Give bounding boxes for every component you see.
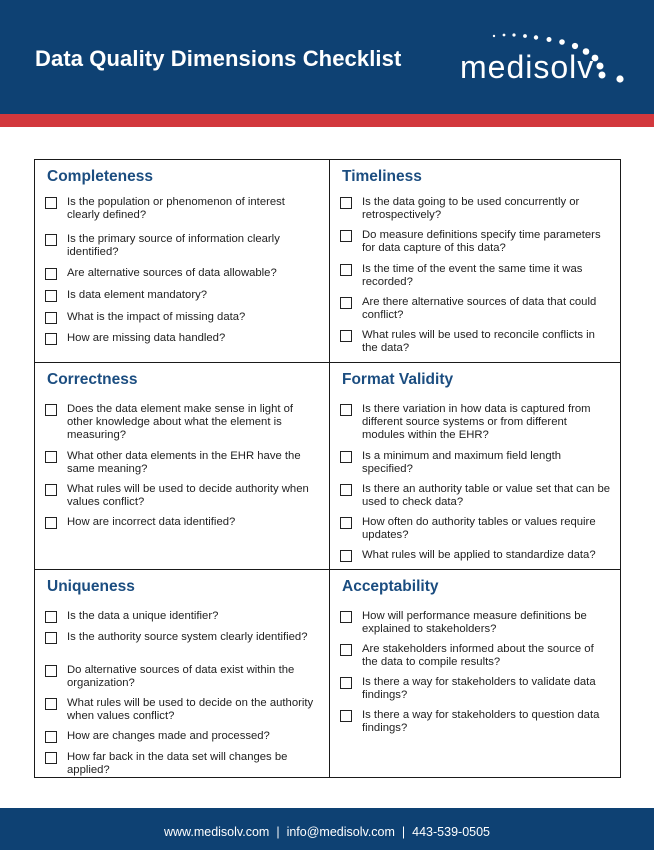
footer-email-link[interactable]: info@medisolv.com: [286, 825, 395, 839]
checklist-item-text: What is the impact of missing data?: [67, 311, 246, 323]
footer-contact: [0, 825, 654, 839]
checklist-item-text: Is there an authority table or value set that can be used to check data?: [362, 483, 611, 508]
section-correctness: [35, 363, 329, 569]
checkbox[interactable]: [45, 312, 57, 324]
checkbox[interactable]: [45, 484, 57, 496]
section-title: Correctness: [47, 371, 138, 388]
section-format-validity: [330, 363, 620, 569]
checkbox[interactable]: [340, 197, 352, 209]
checkbox[interactable]: [45, 451, 57, 463]
section-title: Acceptability: [342, 578, 439, 595]
section-title: Timeliness: [342, 168, 422, 185]
checkbox[interactable]: [340, 710, 352, 722]
checklist-item-text: Do measure definitions specify time parameters for data capture of this data?: [362, 229, 601, 254]
checkbox[interactable]: [45, 611, 57, 623]
logo-wordmark: medisolv: [460, 49, 595, 85]
accent-stripe: [0, 114, 654, 127]
checkbox[interactable]: [45, 752, 57, 764]
section-title: Completeness: [47, 168, 153, 185]
checklist-item-text: Is there a way for stakeholders to question data findings?: [362, 709, 600, 734]
footer-website-link[interactable]: www.medisolv.com: [163, 825, 270, 839]
checklist-item-text: Is the data going to be used concurrently or retrospectively?: [362, 196, 580, 221]
checkbox[interactable]: [340, 297, 352, 309]
checklist-item-text: Is there variation in how data is captured from different source systems or from different modules within the EHR?: [362, 403, 591, 441]
medisolv-logo: [458, 29, 628, 89]
checkbox[interactable]: [45, 268, 57, 280]
section-timeliness: [330, 160, 620, 362]
checkbox[interactable]: [340, 550, 352, 562]
checkbox[interactable]: [340, 644, 352, 656]
checklist-item-text: Is data element mandatory?: [67, 289, 208, 301]
page-title: Data Quality Dimensions Checklist: [35, 46, 402, 71]
checklist-item-text: How are missing data handled?: [67, 332, 226, 344]
checkbox[interactable]: [340, 484, 352, 496]
checklist-item-text: Is the authority source system clearly identified?: [67, 631, 308, 643]
checklist-item-text: How are incorrect data identified?: [67, 516, 236, 528]
checklist-item-text: What rules will be applied to standardize data?: [362, 549, 596, 561]
section-completeness: [35, 160, 329, 362]
checklist-item-text: Is there a way for stakeholders to validate data findings?: [362, 676, 596, 701]
checklist-item-text: What rules will be used to decide on the authority when values conflict?: [67, 697, 314, 722]
checklist-item-text: How are changes made and processed?: [67, 730, 270, 742]
checkbox[interactable]: [340, 611, 352, 623]
checklist-item-text: Is the data a unique identifier?: [67, 610, 219, 622]
footer-separator: |: [276, 825, 280, 839]
checklist-grid: [34, 159, 621, 778]
checkbox[interactable]: [45, 632, 57, 644]
checkbox[interactable]: [45, 290, 57, 302]
footer-phone: 443-539-0505: [412, 825, 491, 839]
checklist-item-text: What rules will be used to reconcile conflicts in the data?: [362, 329, 595, 354]
section-title: Uniqueness: [47, 578, 135, 595]
checklist-item-text: Does the data element make sense in light of other knowledge about what the element is measuring?: [67, 403, 294, 441]
section-title: Format Validity: [342, 371, 454, 388]
checklist-item-text: Do alternative sources of data exist within the organization?: [67, 664, 295, 689]
checkbox[interactable]: [45, 665, 57, 677]
checkbox[interactable]: [45, 404, 57, 416]
checklist-item-text: How will performance measure definitions be explained to stakeholders?: [362, 610, 587, 635]
checklist-item-text: How often do authority tables or values require updates?: [362, 516, 596, 541]
checkbox[interactable]: [340, 264, 352, 276]
footer-separator: |: [401, 825, 406, 839]
checklist-item-text: What rules will be used to decide authority when values conflict?: [67, 483, 309, 508]
checkbox[interactable]: [45, 197, 57, 209]
checklist-item-text: Is the time of the event the same time it was recorded?: [362, 263, 583, 288]
footer-banner: [0, 808, 654, 850]
checklist-item-text: How far back in the data set will changes be applied?: [67, 751, 288, 776]
checklist-item-text: Is the primary source of information clearly identified?: [67, 233, 280, 258]
checklist-item-text: Are stakeholders informed about the source of the data to compile results?: [362, 643, 594, 668]
checkbox[interactable]: [45, 698, 57, 710]
checkbox[interactable]: [340, 230, 352, 242]
checkbox[interactable]: [340, 677, 352, 689]
checklist-item-text: Are alternative sources of data allowable?: [67, 267, 277, 279]
checkbox[interactable]: [340, 517, 352, 529]
checkbox[interactable]: [45, 517, 57, 529]
checklist-item-text: Are there alternative sources of data that could conflict?: [362, 296, 597, 321]
checklist-item-text: What other data elements in the EHR have the same meaning?: [67, 450, 301, 475]
header-banner: [0, 0, 654, 114]
checkbox[interactable]: [45, 234, 57, 246]
checkbox[interactable]: [340, 451, 352, 463]
checkbox[interactable]: [340, 404, 352, 416]
section-uniqueness: [35, 570, 329, 778]
checklist-item-text: Is the population or phenomenon of interest clearly defined?: [67, 196, 285, 221]
checkbox[interactable]: [45, 333, 57, 345]
section-acceptability: [330, 570, 620, 778]
checkbox[interactable]: [45, 731, 57, 743]
checklist-item-text: Is a minimum and maximum field length specified?: [362, 450, 562, 475]
checkbox[interactable]: [340, 330, 352, 342]
